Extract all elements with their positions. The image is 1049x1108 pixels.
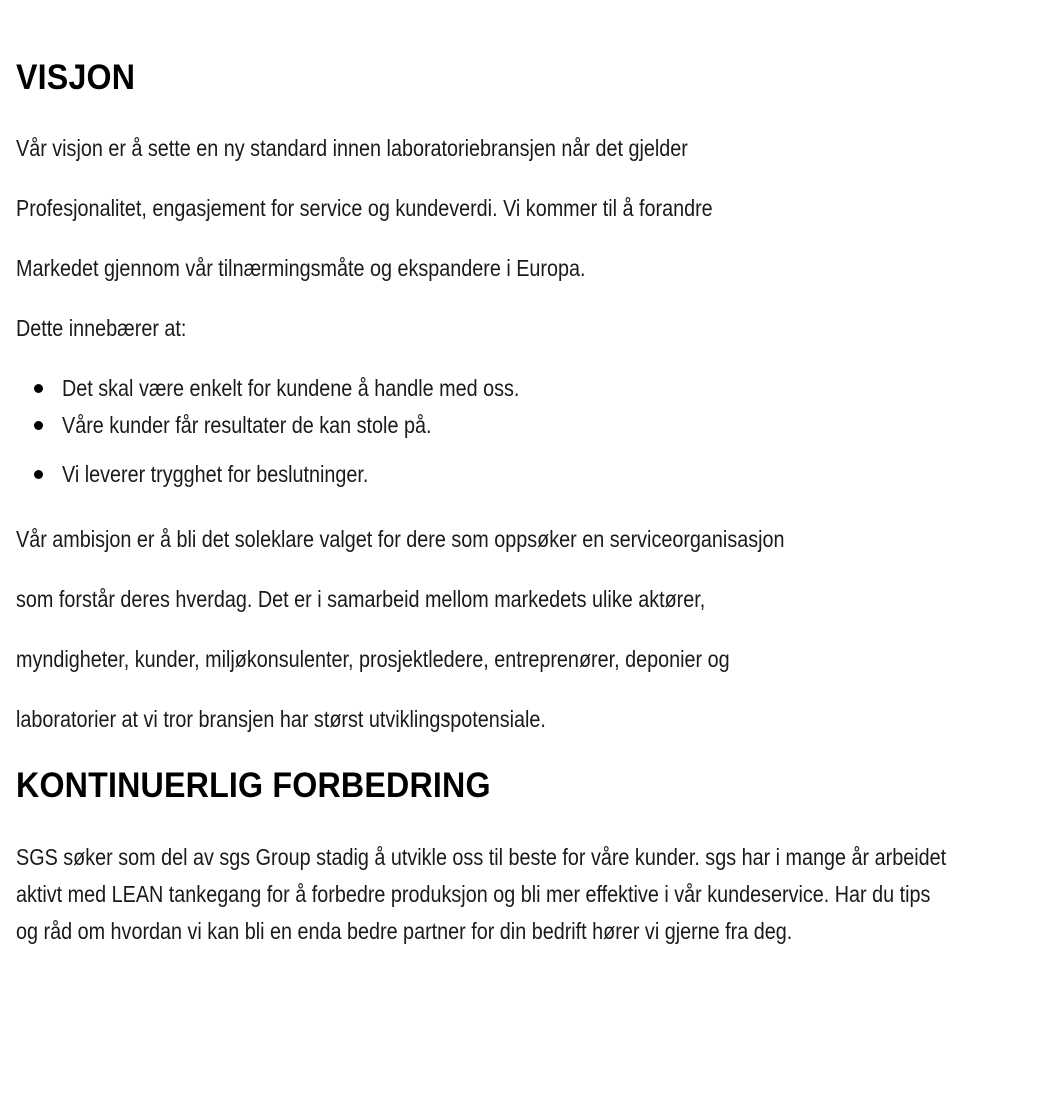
paragraph-text: SGS søker som del av sgs Group stadig å utvikle oss til beste for våre kunder. sgs har i mange år arbeidet	[16, 844, 947, 870]
list-item-text: Våre kunder får resultater de kan stole på.	[62, 412, 432, 438]
paragraph-text: og råd om hvordan vi kan bli en enda bedre partner for din bedrift hører vi gjerne fra deg.	[16, 918, 793, 944]
improvement-line-2	[16, 880, 1049, 908]
paragraph-text: som forstår deres hverdag. Det er i samarbeid mellom markedets ulike aktører,	[16, 586, 706, 612]
vision-heading: VISJON	[16, 58, 136, 97]
ambition-line-1	[16, 525, 910, 553]
paragraph-text: Dette innebærer at:	[16, 315, 187, 341]
ambition-line-2	[16, 585, 817, 613]
vision-line-1	[16, 134, 797, 162]
vision-line-2	[16, 194, 826, 222]
list-item-text: Vi leverer trygghet for beslutninger.	[62, 461, 369, 487]
bullet-icon	[34, 384, 43, 393]
paragraph-text: Profesjonalitet, engasjement for service og kundeverdi. Vi kommer til å forandre	[16, 195, 713, 221]
ambition-line-3	[16, 645, 846, 673]
improvement-line-3	[16, 917, 919, 945]
list-item-text: Det skal være enkelt for kundene å handle med oss.	[62, 375, 520, 401]
list-item	[16, 460, 418, 488]
paragraph-text: aktivt med LEAN tankegang for å forbedre produksjon og bli mer effektive i vår kundeservice. Har du tips	[16, 881, 931, 907]
improvement-heading: KONTINUERLIG FORBEDRING	[16, 766, 491, 805]
paragraph-text: Markedet gjennom vår tilnærmingsmåte og ekspandere i Europa.	[16, 255, 586, 281]
paragraph-text: laboratorier at vi tror bransjen har størst utviklingspotensiale.	[16, 706, 546, 732]
paragraph-text: Vår visjon er å sette en ny standard innen laboratoriebransjen når det gjelder	[16, 135, 688, 161]
vision-line-4	[16, 314, 214, 342]
list-item	[16, 374, 594, 402]
bullet-icon	[34, 421, 43, 430]
list-item	[16, 411, 492, 439]
paragraph-text: myndigheter, kunder, miljøkonsulenter, prosjektledere, entreprenører, deponier og	[16, 646, 730, 672]
improvement-line-1	[16, 843, 1049, 871]
vision-line-3	[16, 254, 678, 282]
bullet-icon	[34, 470, 43, 479]
paragraph-text: Vår ambisjon er å bli det soleklare valget for dere som oppsøker en serviceorganisasjon	[16, 526, 785, 552]
ambition-line-4	[16, 705, 632, 733]
